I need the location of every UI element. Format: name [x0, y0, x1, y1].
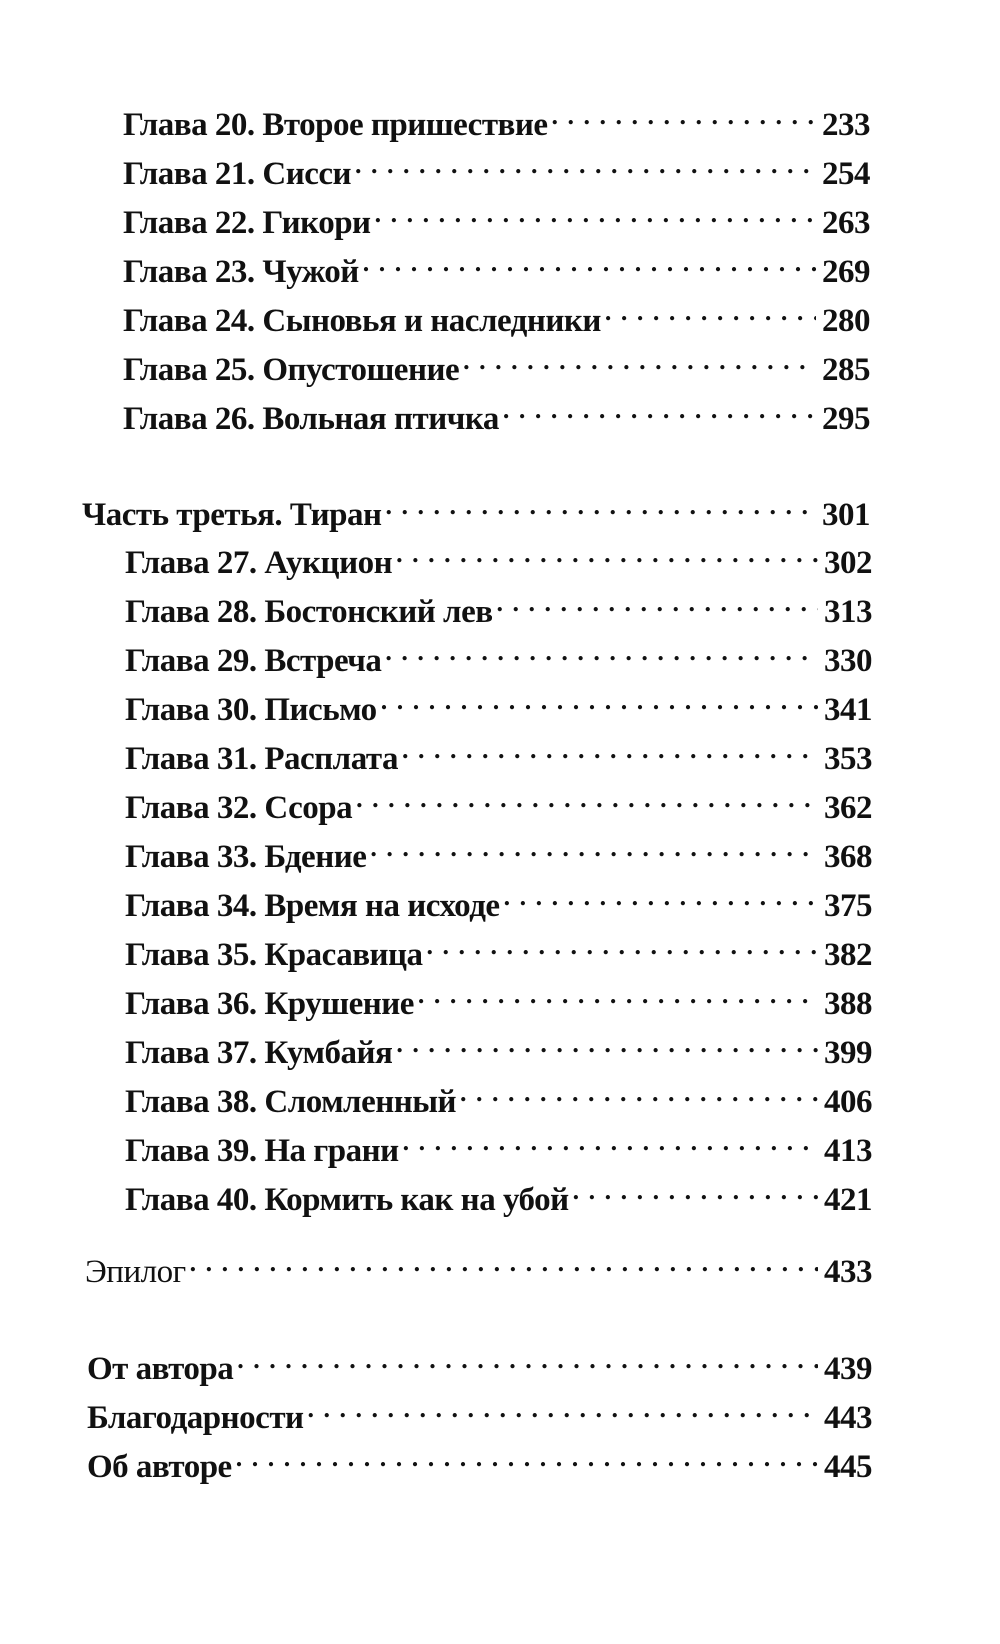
toc-back-matter-entry — [87, 1339, 872, 1389]
toc-entry — [125, 1170, 872, 1220]
toc-entry — [123, 340, 870, 390]
toc-leader-dots — [308, 1388, 818, 1428]
toc-entry — [125, 533, 872, 583]
toc-entry — [125, 778, 872, 828]
toc-entry-title: Глава 30. Письмо — [125, 692, 377, 728]
toc-entry-title: Глава 39. На грани — [125, 1133, 399, 1169]
toc-entry — [125, 827, 872, 877]
toc-back-matter-entry — [87, 1388, 872, 1438]
toc-entry — [123, 291, 870, 341]
toc-entry-page: 263 — [822, 205, 870, 241]
toc-entry-page: 368 — [824, 839, 872, 875]
toc-entry-page: 280 — [822, 303, 870, 339]
toc-entry-title: Благодарности — [87, 1400, 304, 1436]
toc-leader-dots — [503, 389, 816, 429]
toc-leader-dots — [552, 95, 816, 135]
toc-entry — [125, 1072, 872, 1122]
toc-entry-page: 269 — [822, 254, 870, 290]
toc-entry-title: Глава 22. Гикори — [123, 205, 371, 241]
toc-leader-dots — [605, 291, 816, 331]
toc-entry-title: Глава 31. Расплата — [125, 741, 398, 777]
toc-entry-title: Глава 29. Встреча — [125, 643, 382, 679]
toc-leader-dots — [363, 242, 816, 282]
toc-entry-title: Глава 21. Сисси — [123, 156, 352, 192]
toc-entry-page: 421 — [824, 1182, 872, 1218]
toc-entry-title: Об авторе — [87, 1449, 232, 1485]
toc-entry-title: Глава 23. Чужой — [123, 254, 359, 290]
toc-leader-dots — [356, 778, 818, 818]
toc-entry-title: Глава 40. Кормить как на убой — [125, 1182, 569, 1218]
toc-entry-title: Глава 24. Сыновья и наследники — [123, 303, 601, 339]
toc-leader-dots — [460, 1072, 818, 1112]
toc-leader-dots — [396, 533, 818, 573]
toc-entry-page: 330 — [824, 643, 872, 679]
toc-entry — [125, 876, 872, 926]
toc-leader-dots — [418, 974, 818, 1014]
toc-leader-dots — [370, 827, 818, 867]
toc-entry-page: 413 — [824, 1133, 872, 1169]
toc-leader-dots — [385, 631, 818, 671]
toc-entry-title: Глава 37. Кумбайя — [125, 1035, 393, 1071]
toc-entry — [125, 1023, 872, 1073]
toc-entry-title: Глава 28. Бостонский лев — [125, 594, 493, 630]
toc-entry — [123, 95, 870, 145]
toc-leader-dots — [237, 1339, 818, 1379]
toc-leader-dots — [355, 144, 816, 184]
toc-entry-title: Глава 20. Второе пришествие — [123, 107, 548, 143]
toc-entry-title: Глава 26. Вольная птичка — [123, 401, 499, 437]
toc-entry-page: 406 — [824, 1084, 872, 1120]
toc-entry-page: 285 — [822, 352, 870, 388]
toc-entry — [125, 631, 872, 681]
toc-leader-dots — [427, 925, 818, 965]
toc-entry-title: Глава 27. Аукцион — [125, 545, 393, 581]
toc-entry-page: 302 — [824, 545, 872, 581]
toc-back-matter-entry — [87, 1437, 872, 1487]
toc-entry-page: 295 — [822, 401, 870, 437]
toc-entry-page: 341 — [824, 692, 872, 728]
toc-entry — [125, 729, 872, 779]
toc-leader-dots — [385, 485, 816, 525]
toc-entry — [125, 974, 872, 1024]
toc-entry-page: 233 — [822, 107, 870, 143]
toc-leader-dots — [190, 1242, 818, 1282]
toc-entry-title: Глава 33. Бдение — [125, 839, 367, 875]
toc-entry — [125, 1121, 872, 1171]
toc-leader-dots — [504, 876, 818, 916]
toc-leader-dots — [381, 680, 818, 720]
toc-entry-page: 353 — [824, 741, 872, 777]
toc-entry-page: 382 — [824, 937, 872, 973]
toc-leader-dots — [463, 340, 816, 380]
toc-entry-page: 399 — [824, 1035, 872, 1071]
toc-entry-page: 254 — [822, 156, 870, 192]
toc-leader-dots — [402, 729, 818, 769]
toc-entry — [125, 925, 872, 975]
toc-part-heading — [82, 485, 870, 535]
toc-leader-dots — [573, 1170, 818, 1210]
toc-entry-page: 362 — [824, 790, 872, 826]
toc-leader-dots — [375, 193, 816, 233]
toc-entry — [125, 680, 872, 730]
toc-epilogue-title: Эпилог — [85, 1254, 186, 1290]
toc-entry-title: Глава 25. Опустошение — [123, 352, 460, 388]
toc-entry-page: 445 — [824, 1449, 872, 1485]
toc-leader-dots — [396, 1023, 818, 1063]
toc-part-page: 301 — [822, 497, 870, 533]
toc-entry-title: Глава 32. Ссора — [125, 790, 353, 826]
toc-entry-title: От автора — [87, 1351, 234, 1387]
toc-entry-title: Глава 34. Время на исходе — [125, 888, 500, 924]
toc-entry-page: 388 — [824, 986, 872, 1022]
toc-entry — [123, 242, 870, 292]
toc-entry-title: Глава 36. Крушение — [125, 986, 414, 1022]
toc-leader-dots — [236, 1437, 818, 1477]
toc-part-title: Часть третья. Тиран — [82, 497, 382, 533]
toc-entry-title: Глава 38. Сломленный — [125, 1084, 457, 1120]
toc-entry-page: 439 — [824, 1351, 872, 1387]
toc-epilogue — [85, 1242, 872, 1292]
toc-entry-page: 375 — [824, 888, 872, 924]
toc-entry — [123, 144, 870, 194]
toc-entry-title: Глава 35. Красавица — [125, 937, 423, 973]
toc-entry — [123, 193, 870, 243]
toc-entry-page: 313 — [824, 594, 872, 630]
toc-leader-dots — [403, 1121, 818, 1161]
toc-epilogue-page: 433 — [824, 1254, 872, 1290]
toc-entry-page: 443 — [824, 1400, 872, 1436]
toc-entry — [125, 582, 872, 632]
toc-leader-dots — [497, 582, 818, 622]
toc-entry — [123, 389, 870, 439]
